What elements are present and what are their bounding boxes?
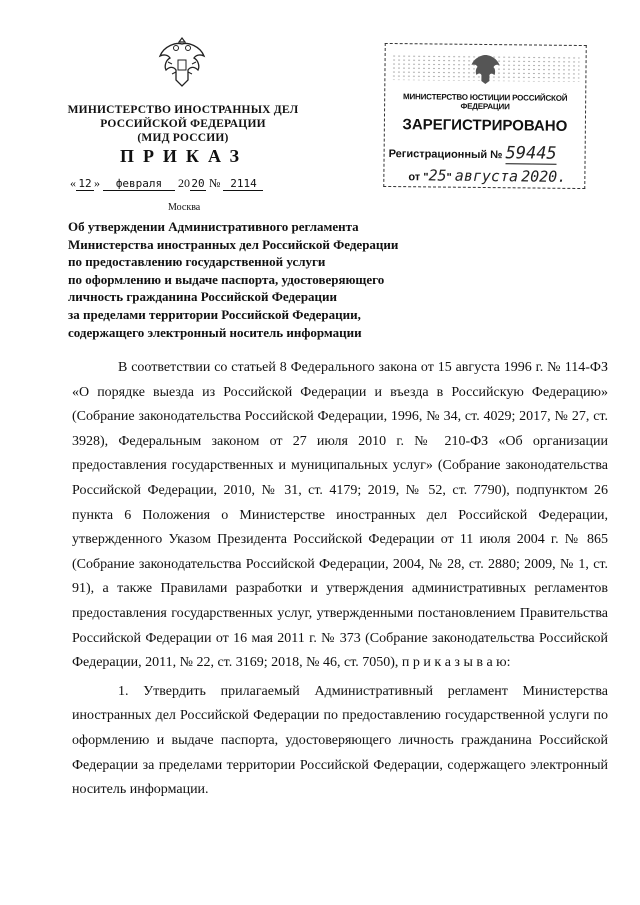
order-number-label: № [209,176,221,190]
title-line: за пределами территории Российской Федерации, [68,306,361,322]
registration-stamp [383,43,586,189]
order-date-line: « 12 » февраля 2020 № 2114 [70,176,263,191]
ministry-name [58,103,308,145]
order-month: февраля [103,177,175,191]
stamp-date-year: 2020. [521,167,567,186]
document-title [68,218,488,341]
ministry-line: РОССИЙСКОЙ ФЕДЕРАЦИИ [100,118,266,130]
stamp-date-line: от "25" августа 2020. [408,166,567,186]
city: Москва [168,202,201,213]
order-year-prefix: 20 [178,176,190,190]
stamp-ministry: МИНИСТЕРСТВО ЮСТИЦИИ РОССИЙСКОЙ ФЕДЕРАЦИИ [403,92,568,112]
stamp-reg-number: 59445 [505,143,557,164]
stamp-reg-label: Регистрационный № [388,147,503,162]
document-body [72,356,608,803]
order-year: 20 [191,177,205,190]
order-day: 12 [76,177,94,191]
title-line: по предоставлению государственной услуги [68,254,326,270]
order-item-1: 1. Утвердить прилагаемый Административный регламент Министерства иностранных дел Российской Федерации по предоставлению государственной услуги по оформлению и выдаче паспорта, удостоверяющего личность гражданина Российской Федерации за пределами территории Российской Федерации, содержащего электронный носитель информации. [72,683,608,798]
stamp-reg-number-line [389,142,557,164]
stamp-status: ЗАРЕГИСТРИРОВАНО [402,116,568,135]
title-line: содержащего электронный носитель информации [68,324,362,340]
order-number: 2114 [223,177,263,191]
russian-coat-of-arms-icon [154,34,210,90]
title-line: личность гражданина Российской Федерации [68,289,338,305]
ministry-line: (МИД РОССИИ) [137,132,229,144]
title-line: Об утверждении Административного регламента [68,219,359,234]
stamp-emblem-icon [467,51,503,87]
stamp-date-month: августа [454,166,519,186]
title-line: Министерства иностранных дел Российской Федерации [68,236,399,252]
stamp-date-label: от [408,171,421,184]
document-type: ПРИКАЗ [119,146,249,166]
preamble-paragraph: В соответствии со статьей 8 Федерального закона от 15 августа 1996 г. № 114-ФЗ «О порядке выезда из Российской Федерации и въезда в Российскую Федерацию» (Собрание законодательства Российской Федерации, 1996, № 34, ст. 4029; 2017, № 27, ст. 3928), Федеральным законом от 27 июля 2010 г. № 210-ФЗ «Об организации предоставления государственных и муниципальных услуг» (Собрание законодательства Российской Федерации, 2010, № 31, ст. 4179; 2019, № 52, ст. 7790), подпунктом 26 пункта 6 Положения о Министерстве иностранных дел Российской Федерации, утвержденного Указом Президента Российской Федерации от 11 июля 2004 г. № 865 (Собрание законодательства Российской Федерации, 2004, № 28, ст. 2880; 2009, № 1, ст. 91), а также Правилами разработки и утверждения административных регламентов предоставления государственных услуг, утвержденными постановлением Правительства Российской Федерации от 16 мая 2011 г. № 373 (Собрание законодательства Российской Федерации, 2011, № 22, ст. 3169; 2018, № 46, ст. 7050), п р и к а з ы в а ю: [72,360,608,671]
ministry-line: МИНИСТЕРСТВО ИНОСТРАННЫХ ДЕЛ [67,104,299,116]
stamp-date-day: 25 [428,166,447,185]
title-line: по оформлению и выдаче паспорта, удостоверяющего [68,271,385,287]
